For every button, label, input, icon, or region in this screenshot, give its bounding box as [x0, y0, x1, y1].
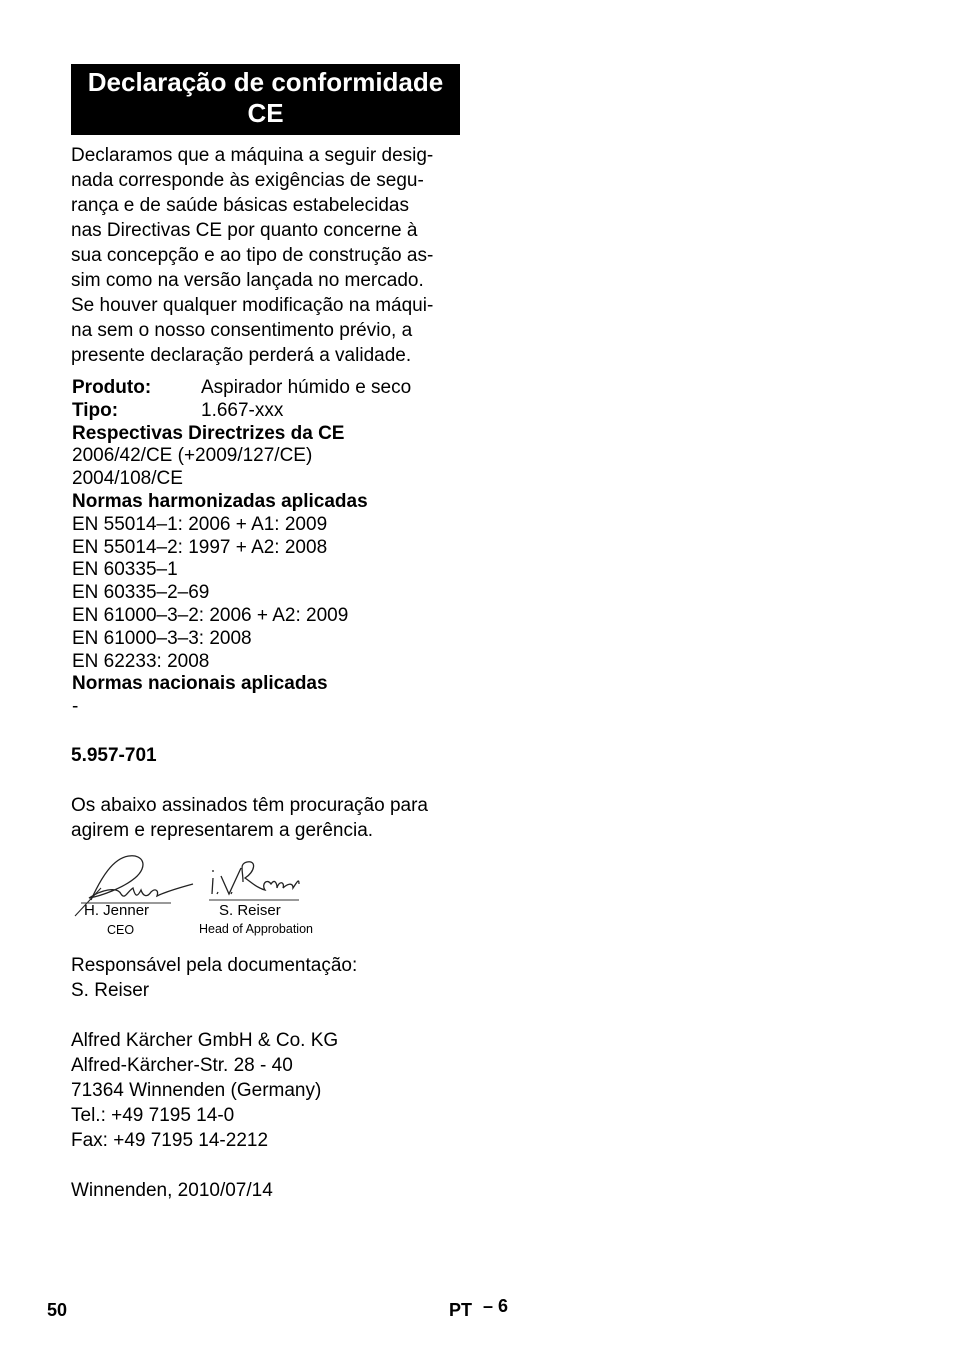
documentation-name: S. Reiser: [71, 980, 150, 1001]
address-line: Fax: +49 7195 14-2212: [71, 1130, 269, 1151]
signature-name-reiser: S. Reiser: [219, 902, 281, 919]
type-row: [72, 400, 472, 423]
product-value: Aspirador húmido e seco: [201, 377, 412, 398]
address-block: [71, 1028, 338, 1153]
address-line: Alfred Kärcher GmbH & Co. KG: [71, 1030, 339, 1051]
documentation-block: [71, 953, 357, 1003]
intro-line: nada corresponde às exigências de segu-: [71, 170, 424, 191]
language-code: PT: [449, 1300, 473, 1320]
harmonized-item: EN 61000–3–2: 2006 + A2: 2009: [72, 604, 349, 626]
signers-paragraph: [71, 793, 428, 843]
page-number: 50: [47, 1300, 68, 1320]
title-line-2: CE: [247, 98, 284, 128]
address-line: Tel.: +49 7195 14-0: [71, 1105, 235, 1126]
national-heading: Normas nacionais aplicadas: [72, 673, 328, 695]
signers-line: agirem e representarem a gerência.: [71, 820, 374, 841]
page-title: [71, 64, 460, 135]
intro-line: sua concepção e ao tipo de construção as-: [71, 245, 434, 266]
signature-area: [71, 848, 351, 943]
address-line: Alfred-Kärcher-Str. 28 - 40: [71, 1055, 293, 1076]
place-date: Winnenden, 2010/07/14: [71, 1180, 273, 1201]
title-line-1: Declaração de conformidade: [87, 67, 444, 97]
harmonized-heading: Normas harmonizadas aplicadas: [72, 490, 368, 512]
type-value: 1.667-xxx: [201, 399, 284, 421]
section-number: – 6: [483, 1296, 509, 1316]
directive-item: 2006/42/CE (+2009/127/CE): [72, 445, 313, 467]
product-row: [72, 377, 472, 400]
address-line: 71364 Winnenden (Germany): [71, 1080, 322, 1101]
harmonized-item: EN 55014–1: 2006 + A1: 2009: [72, 513, 328, 535]
intro-line: Declaramos que a máquina a seguir desig-: [71, 145, 434, 166]
harmonized-item: EN 60335–1: [72, 559, 178, 581]
signature-name-jenner: H. Jenner: [84, 902, 150, 919]
specification-block: [72, 377, 472, 719]
intro-line: Se houver qualquer modificação na máqui-: [71, 295, 434, 316]
national-value: -: [72, 696, 79, 718]
document-number: 5.957-701: [71, 745, 157, 766]
signature-role-jenner: CEO: [107, 923, 135, 937]
directives-heading: Respectivas Directrizes da CE: [72, 422, 345, 444]
documentation-label: Responsável pela documentação:: [71, 955, 358, 976]
product-label: Produto:: [72, 377, 152, 398]
intro-paragraph: [71, 143, 463, 368]
intro-line: na sem o nosso consentimento prévio, a: [71, 320, 413, 341]
intro-line: nas Directivas CE por quanto concerne à: [71, 220, 418, 241]
directive-item: 2004/108/CE: [72, 468, 183, 490]
harmonized-item: EN 55014–2: 1997 + A2: 2008: [72, 536, 328, 558]
harmonized-item: EN 61000–3–3: 2008: [72, 627, 252, 649]
type-label: Tipo:: [72, 399, 119, 421]
intro-line: presente declaração perderá a validade.: [71, 345, 412, 366]
signature-role-reiser: Head of Approbation: [199, 922, 313, 936]
intro-line: rança e de saúde básicas estabelecidas: [71, 195, 410, 216]
signers-line: Os abaixo assinados têm procuração para: [71, 795, 428, 816]
intro-line: sim como na versão lançada no mercado.: [71, 270, 424, 291]
harmonized-item: EN 62233: 2008: [72, 650, 210, 672]
harmonized-item: EN 60335–2–69: [72, 582, 210, 604]
